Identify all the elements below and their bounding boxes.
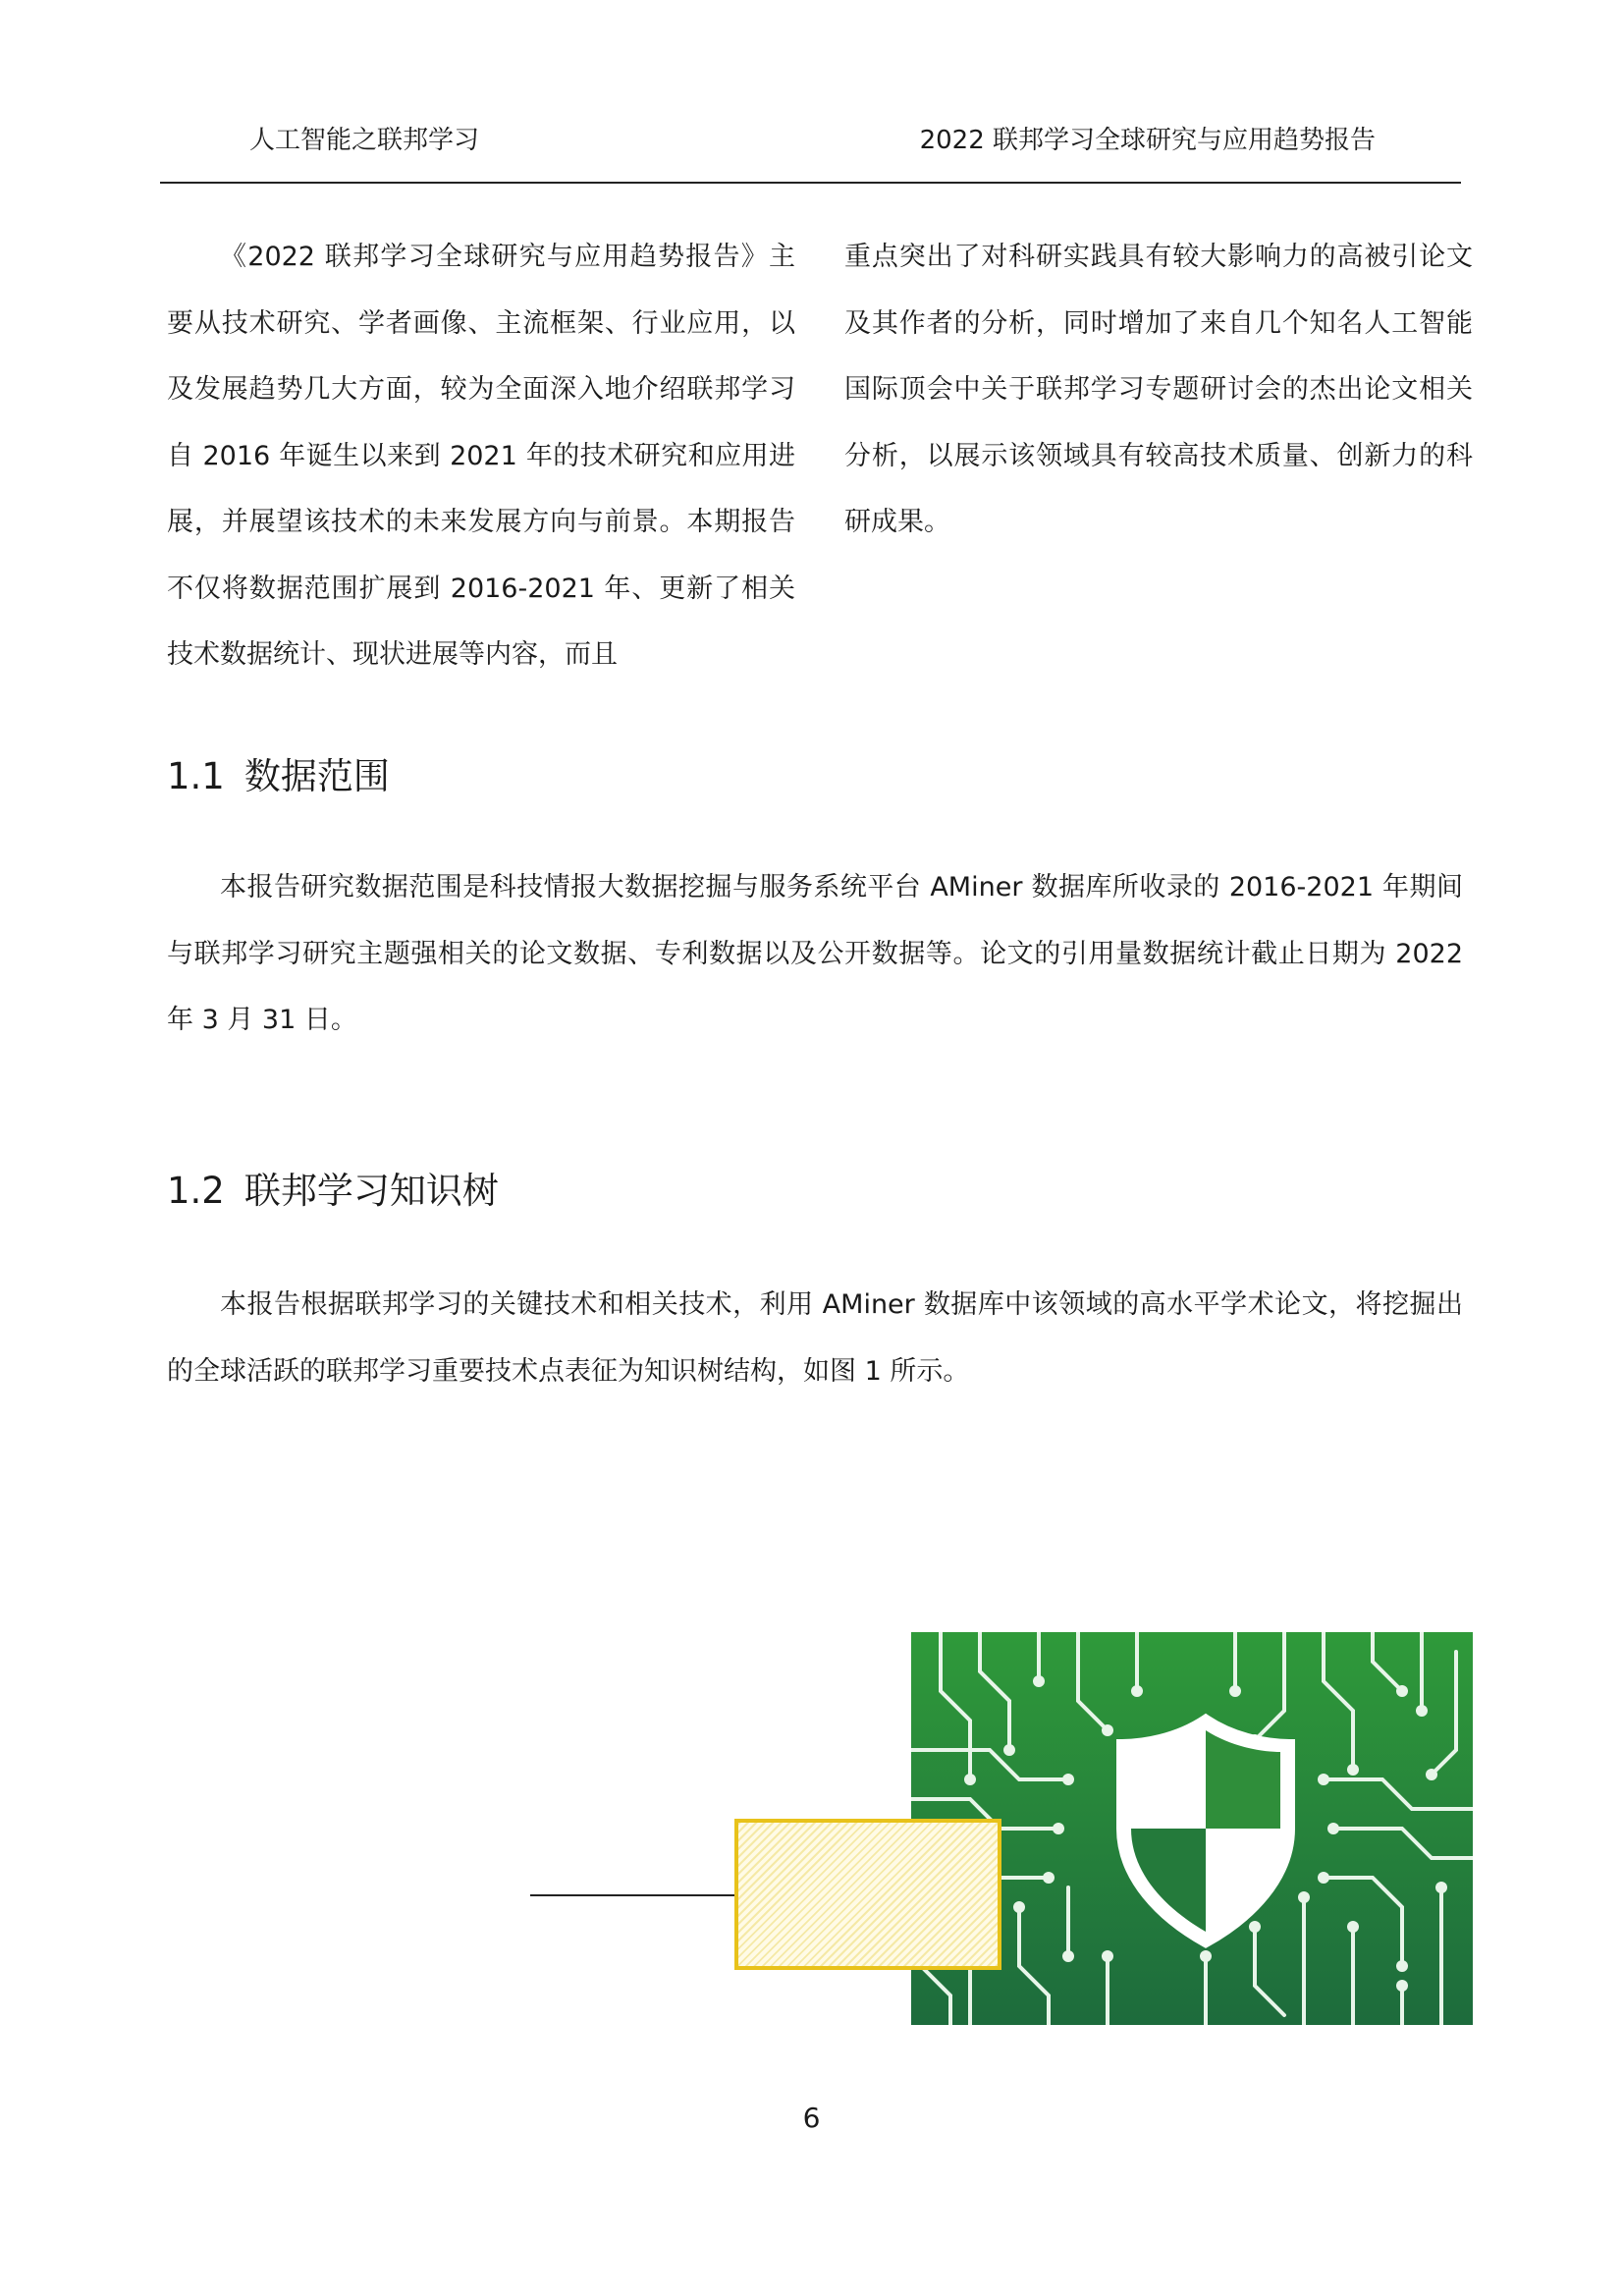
section-1-1-body: 本报告研究数据范围是科技情报大数据挖掘与服务系统平台 AMiner 数据库所收录的 2016-2021 年期间与联邦学习研究主题强相关的论文数据、专利数据以及公开数据等。论文的引用量数据统计截止日期为 2022 年 3 月 31 日。 — [167, 872, 1463, 1035]
intro-paragraph-continued: 重点突出了对科研实践具有较大影响力的高被引论文及其作者的分析，同时增加了来自几个知名人工智能国际顶会中关于联邦学习专题研讨会的杰出论文相关分析，以展示该领域具有较高技术质量、创新力的科研成果。 — [844, 242, 1473, 537]
section-title: 数据范围 — [243, 755, 390, 797]
section-number: 1.1 — [167, 755, 225, 797]
section-title: 联邦学习知识树 — [243, 1170, 499, 1212]
intro-paragraph: 《2022 联邦学习全球研究与应用趋势报告》主要从技术研究、学者画像、主流框架、行业应用，以及发展趋势几大方面，较为全面深入地介绍联邦学习自 2016 年诞生以来到 2021 年的技术研究和应用进展，并展望该技术的未来发展方向与前景。本期报告不仅将数据范围扩展到 2016-2021 年、更新了相关技术数据统计、现状进展等内容，而且 — [167, 242, 795, 670]
knowledge-tree-highlight-box — [734, 1819, 1001, 1970]
intro-column-right — [844, 224, 1473, 556]
section-1-2-body: 本报告根据联邦学习的关键技术和相关技术，利用 AMiner 数据库中该领域的高水平学术论文，将挖掘出的全球活跃的联邦学习重要技术点表征为知识树结构，如图 1 所示。 — [167, 1289, 1463, 1387]
section-heading-1-2 — [167, 1161, 499, 1214]
intro-column-left — [167, 224, 795, 688]
header-rule — [160, 182, 1461, 184]
section-heading-1-1 — [167, 746, 390, 799]
page-number: 6 — [802, 2102, 821, 2134]
knowledge-tree-connector — [530, 1894, 734, 1896]
page-header-left: 人工智能之联邦学习 — [249, 126, 480, 155]
section-number: 1.2 — [167, 1170, 225, 1212]
page-header-right: 2022 联邦学习全球研究与应用趋势报告 — [919, 126, 1376, 155]
